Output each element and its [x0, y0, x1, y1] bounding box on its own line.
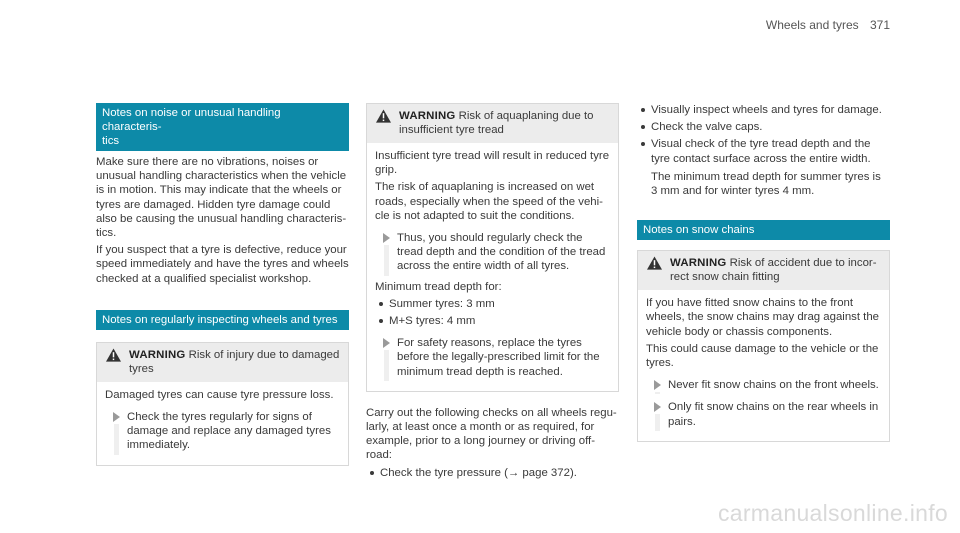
- warning-title: Risk of aquaplaning due to insufficient tyre tread: [399, 110, 594, 136]
- arrow-icon: [654, 402, 661, 412]
- section-title: Wheels and tyres: [765, 18, 859, 32]
- arrow-icon: [654, 380, 661, 390]
- step-text: Only fit snow chains on the rear wheels in pairs.: [668, 401, 879, 428]
- inspection-list: [637, 103, 890, 166]
- step-text: Thus, you should regularly check the tread depth and the condition of the tread across the entire width of all tyres.: [397, 232, 606, 273]
- snow-chains-heading: Notes on snow chains: [637, 220, 890, 240]
- list-item: M+S tyres: 4 mm: [375, 314, 610, 328]
- page-header: [766, 18, 890, 32]
- instruction-step-2: [646, 400, 881, 428]
- min-tread-list: [375, 297, 610, 328]
- list-item: [366, 466, 619, 480]
- step-text: Check the tyres regularly for signs of damage and replace any damaged tyres immediately.: [127, 411, 331, 452]
- warning-triangle-icon: [376, 109, 391, 123]
- column-2: [366, 103, 619, 484]
- instruction-step-1: [375, 231, 610, 274]
- warning-label: WARNING: [670, 257, 727, 270]
- warning-box-aquaplaning: [366, 103, 619, 392]
- warning-triangle-icon: [647, 256, 662, 270]
- min-tread-label: Minimum tread depth for:: [375, 280, 502, 293]
- warning-title: Risk of accident due to incor-rect snow chain fitting: [670, 257, 877, 284]
- noise-paragraph-2: If you suspect that a tyre is defective, reduce your speed immediately and have the tyres and wheels checked at a qualified specialist workshop.: [96, 244, 349, 285]
- list-item: Visually inspect wheels and tyres for damage.: [637, 103, 890, 117]
- warning-paragraph-1: Insufficient tyre tread will result in reduced tyre grip.: [375, 150, 610, 177]
- warning-header: [638, 251, 889, 290]
- arrow-icon: [383, 233, 390, 243]
- warning-paragraph-1: If you have fitted snow chains to the front wheels, the snow chains may drag against the vehicle body or chassis components.: [646, 297, 880, 338]
- list-item: Summer tyres: 3 mm: [375, 297, 610, 311]
- arrow-icon: [113, 412, 120, 422]
- list-item: Visual check of the tyre tread depth and the tyre contact surface across the entire width.: [637, 137, 890, 165]
- column-3: [637, 103, 890, 442]
- warning-body: [367, 143, 618, 391]
- warning-text: Damaged tyres can cause tyre pressure loss.: [105, 388, 334, 401]
- instruction-step: [105, 410, 340, 453]
- step-text: Never fit snow chains on the front wheels.: [668, 379, 879, 392]
- column-1: [96, 103, 349, 466]
- arrow-icon: [383, 338, 390, 348]
- warning-box-damaged-tyres: [96, 342, 349, 466]
- warning-paragraph-2: The risk of aquaplaning is increased on wet roads, especially when the speed of the vehi-cle is not adapted to suit the conditions.: [375, 181, 603, 222]
- warning-box-snow-chains: [637, 250, 890, 442]
- noise-paragraph-1: Make sure there are no vibrations, noises or unusual handling characteristics when the vehicle is in motion. This may indicate that the wheels or tyres are damaged. Hidden tyre damage could also be causing the unusual handling characteris-tics.: [96, 156, 347, 240]
- warning-title: Risk of injury due to damaged tyres: [129, 348, 340, 375]
- warning-label: WARNING: [399, 110, 456, 122]
- instruction-step-1: [646, 378, 881, 392]
- inspect-heading: Notes on regularly inspecting wheels and tyres: [96, 310, 349, 330]
- noise-heading: Notes on noise or unusual handling characteris- tics: [96, 103, 349, 151]
- warning-body: [97, 382, 348, 465]
- carry-out-paragraph: Carry out the following checks on all wheels regu-larly, at least once a month or as required, for example, prior to a long journey or driving off-road:: [366, 406, 617, 462]
- check-list: [366, 466, 619, 480]
- warning-label: WARNING: [129, 348, 186, 361]
- page-number: 371: [869, 18, 890, 32]
- instruction-step-2: [375, 336, 610, 379]
- warning-triangle-icon: [106, 348, 121, 362]
- warning-body: [638, 290, 889, 441]
- step-text: For safety reasons, replace the tyres before the legally-prescribed limit for the minimum tread depth is reached.: [397, 337, 600, 378]
- watermark: carmanualsonline.info: [717, 500, 948, 526]
- page-reference-link[interactable]: Check the tyre pressure (→ page 372).: [380, 466, 577, 479]
- warning-paragraph-2: This could cause damage to the vehicle or the tyres.: [646, 342, 879, 370]
- warning-header: [97, 343, 348, 382]
- min-tread-note: The minimum tread depth for summer tyres is 3 mm and for winter tyres 4 mm.: [651, 170, 881, 198]
- list-item: Check the valve caps.: [637, 120, 890, 134]
- warning-header: [367, 104, 618, 143]
